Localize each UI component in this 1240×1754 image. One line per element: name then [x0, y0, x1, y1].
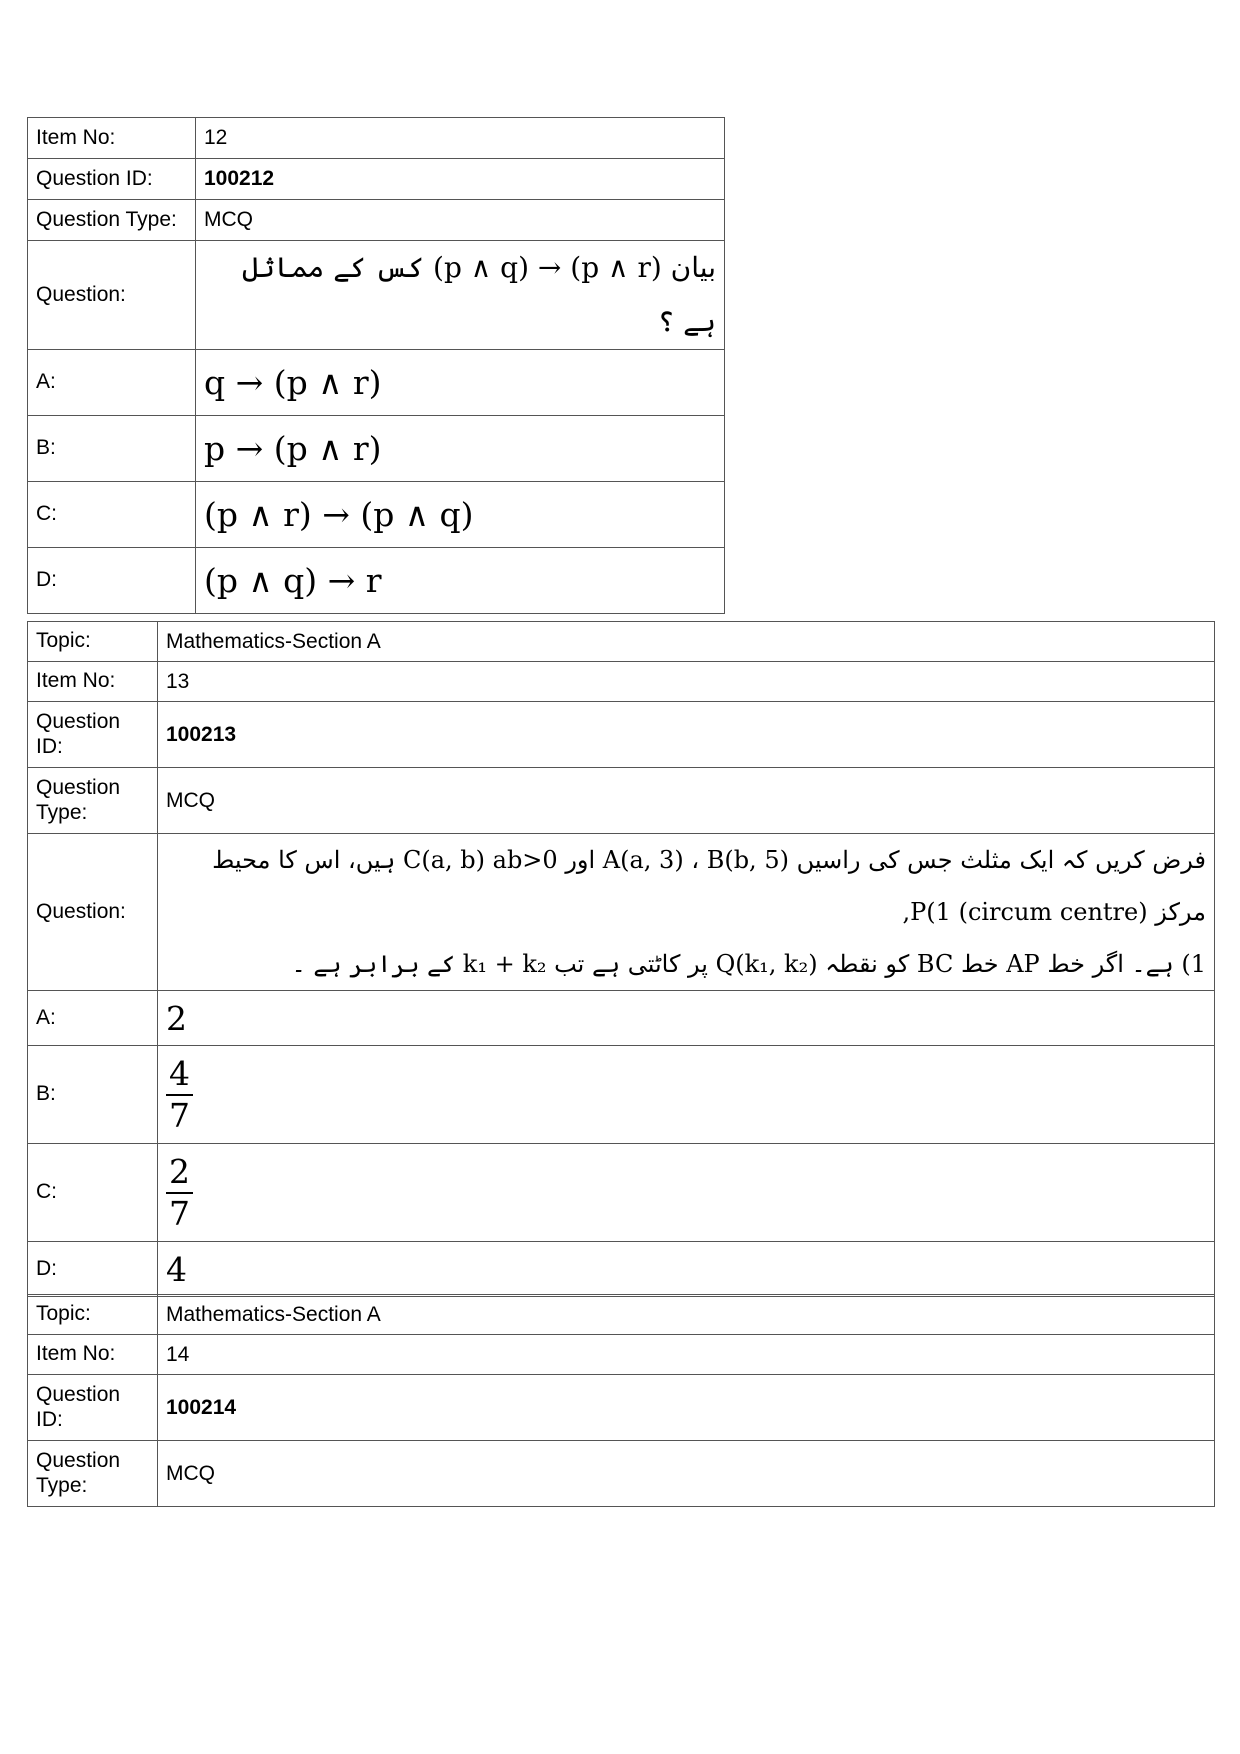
table-row: [28, 416, 725, 482]
option-c-label: C:: [28, 482, 196, 548]
table-row: [28, 1046, 1215, 1144]
table-row: [28, 1335, 1215, 1375]
table-row: [28, 1375, 1215, 1441]
table-row: [28, 991, 1215, 1046]
option-a-label: A:: [28, 991, 158, 1046]
option-c-label: C:: [28, 1144, 158, 1242]
option-b-label: B:: [28, 1046, 158, 1144]
question-line-1: فرض کریں کہ ایک مثلث جس کی راسیں A(a, 3) ، B(b, 5) اور C(a, b) ab>0 ہیں، اس کا محیط مرکز (circum centre) P(1,: [212, 846, 1206, 926]
option-d-label: D:: [28, 548, 196, 614]
question-type-label: Question Type:: [28, 1441, 158, 1507]
question-id-label: Question ID:: [28, 702, 158, 768]
question-table-13: [27, 621, 1215, 1297]
option-b-text: [158, 1046, 1215, 1144]
item-no-label: Item No:: [28, 662, 158, 702]
item-no-value: 13: [158, 662, 1215, 702]
question-type-value: MCQ: [158, 768, 1215, 834]
question-table-14: [27, 1294, 1215, 1507]
item-no-label: Item No:: [28, 118, 196, 159]
option-a-text: 2: [158, 991, 1215, 1046]
table-row: [28, 1242, 1215, 1297]
question-id-value: 100213: [158, 702, 1215, 768]
option-c-text: [158, 1144, 1215, 1242]
question-id-value: 100214: [158, 1375, 1215, 1441]
table-row: [28, 241, 725, 350]
option-d-text: 4: [158, 1242, 1215, 1297]
table-row: [28, 1441, 1215, 1507]
table-row: [28, 834, 1215, 991]
table-row: [28, 200, 725, 241]
table-row: [28, 768, 1215, 834]
table-row: [28, 548, 725, 614]
option-d-label: D:: [28, 1242, 158, 1297]
table-row: [28, 118, 725, 159]
table-row: [28, 622, 1215, 662]
table-row: [28, 159, 725, 200]
table-row: [28, 482, 725, 548]
table-row: [28, 662, 1215, 702]
question-id-value: 100212: [196, 159, 725, 200]
question-label: Question:: [28, 834, 158, 991]
question-line-2: 1) ہے۔ اگر خط AP خط BC کو نقطہ Q(k₁, k₂) پر کاٹتی ہے تب k₁ + k₂ کے برابر ہے ۔: [291, 950, 1206, 978]
question-text: بیان (p ∧ r) → (p ∧ q) کس کے مماثل ہے ؟: [196, 241, 725, 350]
question-text: [158, 834, 1215, 991]
option-d-text: (p ∧ q) → r: [196, 548, 725, 614]
fraction-numerator: 4: [166, 1054, 193, 1096]
question-type-label: Question Type:: [28, 768, 158, 834]
fraction: [166, 1054, 193, 1136]
question-label: Question:: [28, 241, 196, 350]
question-type-value: MCQ: [158, 1441, 1215, 1507]
question-table-12: [27, 117, 725, 614]
option-b-label: B:: [28, 416, 196, 482]
question-id-label: Question ID:: [28, 159, 196, 200]
option-a-label: A:: [28, 350, 196, 416]
fraction-denominator: 7: [169, 1193, 190, 1233]
option-a-text: q → (p ∧ r): [196, 350, 725, 416]
table-row: [28, 1295, 1215, 1335]
topic-value: Mathematics-Section A: [158, 622, 1215, 662]
fraction-numerator: 2: [166, 1152, 193, 1194]
table-row: [28, 1144, 1215, 1242]
question-id-label: Question ID:: [28, 1375, 158, 1441]
fraction-denominator: 7: [169, 1095, 190, 1135]
question-type-label: Question Type:: [28, 200, 196, 241]
table-row: [28, 702, 1215, 768]
option-c-text: (p ∧ r) → (p ∧ q): [196, 482, 725, 548]
option-b-text: p → (p ∧ r): [196, 416, 725, 482]
table-row: [28, 350, 725, 416]
topic-value: Mathematics-Section A: [158, 1295, 1215, 1335]
item-no-value: 12: [196, 118, 725, 159]
topic-label: Topic:: [28, 622, 158, 662]
item-no-value: 14: [158, 1335, 1215, 1375]
question-type-value: MCQ: [196, 200, 725, 241]
fraction: [166, 1152, 193, 1234]
item-no-label: Item No:: [28, 1335, 158, 1375]
topic-label: Topic:: [28, 1295, 158, 1335]
